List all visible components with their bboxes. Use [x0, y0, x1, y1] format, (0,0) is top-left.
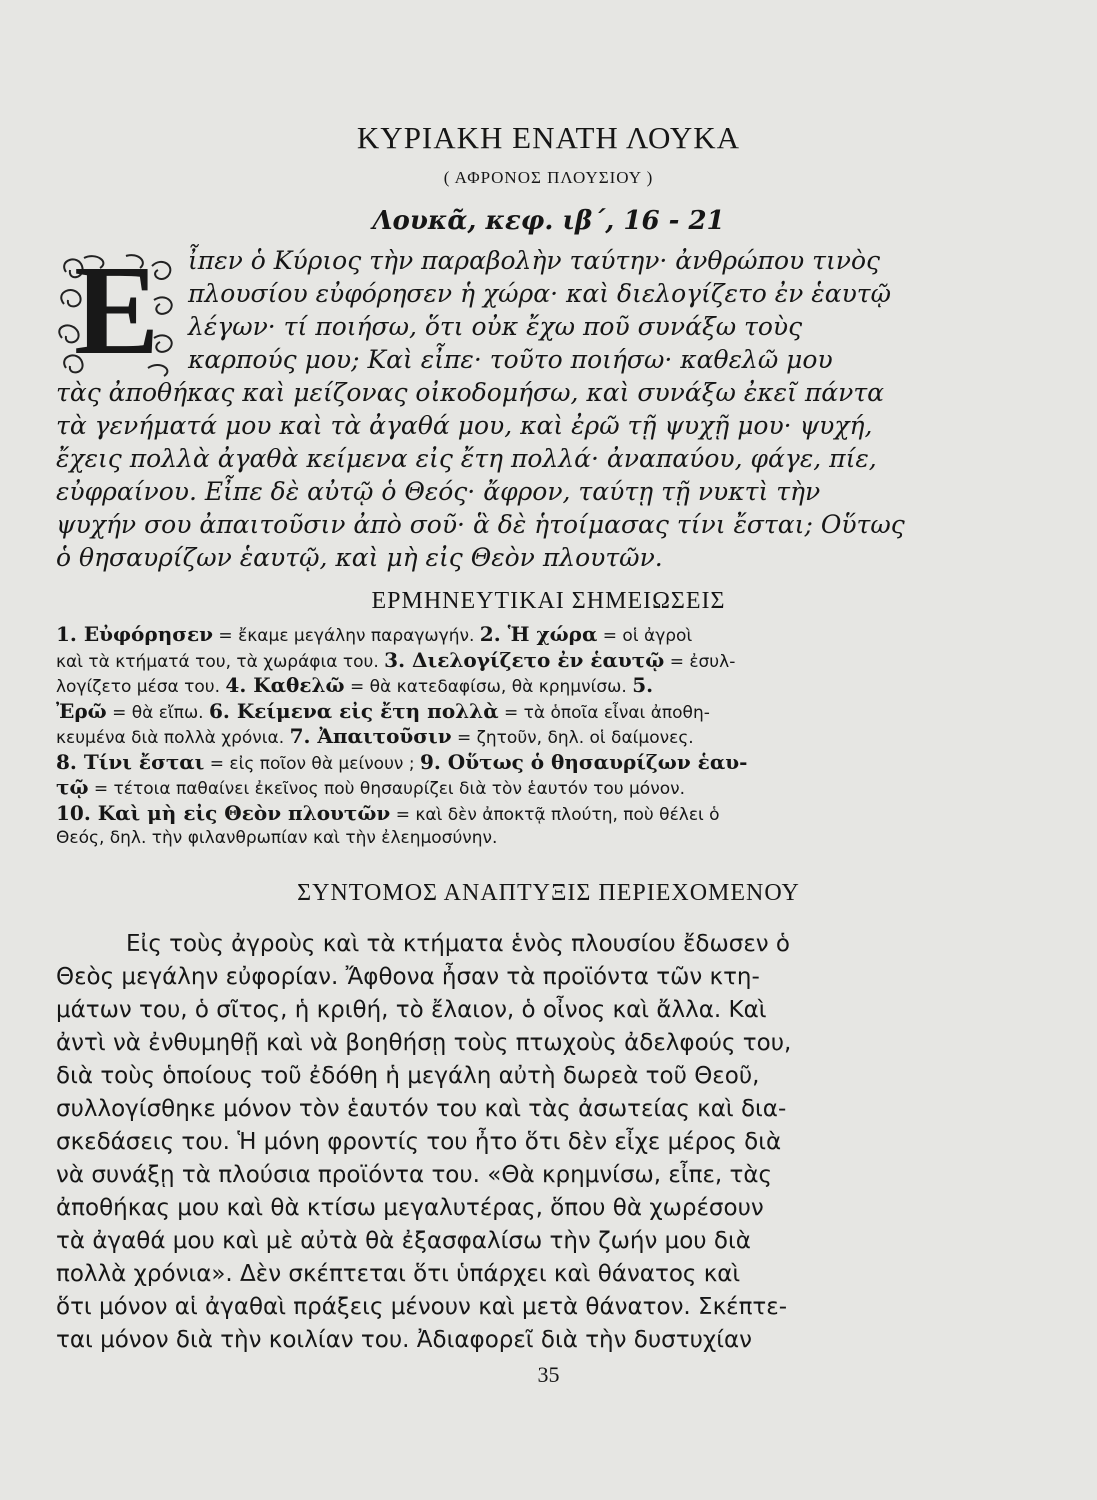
note-text: κευμένα διὰ πολλὰ χρόνια.: [56, 728, 290, 748]
drop-cap-letter: Ε: [74, 239, 160, 381]
note-term: 8. Τίνι ἔσται: [56, 749, 205, 774]
scripture-line: ὁ θησαυρίζων ἑαυτῷ, καὶ μὴ εἰς Θεὸν πλουτῶν.: [56, 543, 663, 572]
summary-line: μάτων του, ὁ σῖτος, ἡ κριθή, τὸ ἔλαιον, ὁ οἶνος καὶ ἄλλα. Καὶ: [56, 997, 767, 1023]
page-title: ΚΥΡΙΑΚΗ ΕΝΑΤΗ ΛΟΥΚΑ: [356, 120, 741, 155]
summary-line: ἀποθήκας μου καὶ θὰ κτίσω μεγαλυτέρας, ὅπου θὰ χωρέσουν: [56, 1195, 764, 1221]
scripture-line: τὰ γενήματά μου καὶ τὰ ἀγαθά μου, καὶ ἐρῶ τῇ ψυχῇ μου· ψυχή,: [56, 411, 873, 440]
note-text: = τὰ ὁποῖα εἶναι ἀποθη-: [498, 702, 710, 723]
note-text: = ἐσυλ-: [664, 651, 736, 672]
note-line: [56, 724, 694, 750]
summary-line: ὅτι μόνον αἱ ἀγαθαὶ πράξεις μένουν καὶ μετὰ θάνατον. Σκέπτε-: [56, 1294, 787, 1320]
notes-heading: ΕΡΜΗΝΕΥΤΙΚΑΙ ΣΗΜΕΙΩΣΕΙΣ: [371, 588, 726, 614]
scripture-line: πλουσίου εὐφόρησεν ἡ χώρα· καὶ διελογίζετο ἐν ἑαυτῷ: [188, 279, 891, 308]
note-text: = τέτοια παθαίνει ἐκεῖνος ποὺ θησαυρίζει διὰ τὸν ἑαυτόν του μόνον.: [88, 779, 686, 799]
scripture-line: ἶπεν ὁ Κύριος τὴν παραβολὴν ταύτην· ἀνθρώπου τινὸς: [188, 246, 881, 275]
summary-line: ἀντὶ νὰ ἐνθυμηθῇ καὶ νὰ βοηθήσῃ τοὺς πτωχοὺς ἀδελφούς του,: [56, 1030, 792, 1056]
note-line: [56, 826, 497, 850]
summary-line: ται μόνον διὰ τὴν κοιλίαν του. Ἀδιαφορεῖ διὰ τὴν δυστυχίαν: [56, 1327, 752, 1353]
note-term: 7. Ἀπαιτοῦσιν: [289, 724, 452, 748]
note-text: καὶ τὰ κτήματά του, τὰ χωράφια του.: [56, 651, 385, 672]
note-term: Ἐρῶ: [56, 698, 107, 723]
scripture-line: καρπούς μου; Καὶ εἶπε· τοῦτο ποιήσω· καθελῶ μου: [188, 345, 833, 374]
note-line: [56, 648, 735, 674]
summary-line: Θεὸς μεγάλην εὐφορίαν. Ἄφθονα ἦσαν τὰ προϊόντα τῶν κτη-: [56, 964, 760, 990]
page-subtitle: ( ΑΦΡΟΝΟΣ ΠΛΟΥΣΙΟΥ ): [443, 168, 654, 187]
note-text: = θὰ κατεδαφίσω, θὰ κρημνίσω.: [344, 677, 633, 697]
summary-line: νὰ συνάξῃ τὰ πλούσια προϊόντα του. «Θὰ κρημνίσω, εἶπε, τὰς: [56, 1162, 773, 1188]
note-term: 1. Εὐφόρησεν: [56, 622, 214, 646]
note-text: Θεός, δηλ. τὴν φιλανθρωπίαν καὶ τὴν ἐλεημοσύνην.: [56, 828, 498, 848]
note-line: [56, 622, 692, 648]
note-line: [56, 801, 720, 827]
note-term: 5.: [632, 673, 654, 697]
note-term: 4. Καθελῶ: [225, 673, 345, 697]
scripture-line: τὰς ἀποθήκας καὶ μείζονας οἰκοδομήσω, καὶ συνάξω ἐκεῖ πάντα: [56, 378, 885, 407]
note-term: 10. Καὶ μὴ εἰς Θεὸν πλουτῶν: [56, 800, 391, 825]
page-number: 35: [537, 1362, 560, 1387]
note-line: [56, 673, 653, 699]
note-text: = θὰ εἴπω.: [106, 702, 209, 723]
note-text: λογίζετο μέσα του.: [56, 677, 226, 697]
note-term: 2. Ἡ χώρα: [479, 622, 598, 646]
summary-line: τὰ ἀγαθά μου καὶ μὲ αὐτὰ θὰ ἐξασφαλίσω τὴν ζωήν μου διὰ: [56, 1228, 751, 1254]
scripture-line: ἔχεις πολλὰ ἀγαθὰ κείμενα εἰς ἔτη πολλά· ἀναπαύου, φάγε, πίε,: [56, 444, 877, 473]
summary-line: σκεδάσεις του. Ἡ μόνη φροντίς του ἦτο ὅτι δὲν εἶχε μέρος διὰ: [56, 1129, 782, 1155]
ornamental-drop-cap: [56, 239, 178, 381]
scripture-line: εὐφραίνου. Εἶπε δὲ αὐτῷ ὁ Θεός· ἄφρον, ταύτῃ τῇ νυκτὶ τὴν: [56, 477, 821, 506]
note-text: = καὶ δὲν ἀποκτᾷ πλούτη, ποὺ θέλει ὁ: [390, 804, 720, 825]
scripture-line: ψυχήν σου ἀπαιτοῦσιν ἀπὸ σοῦ· ἃ δὲ ἡτοίμασας τίνι ἔσται; Οὕτως: [56, 510, 905, 539]
note-term: τῷ: [56, 775, 89, 799]
summary-line: Εἰς τοὺς ἀγροὺς καὶ τὰ κτήματα ἑνὸς πλουσίου ἔδωσεν ὁ: [126, 931, 791, 957]
note-line: [56, 775, 685, 801]
note-term: 9. Οὕτως ὁ θησαυρίζων ἑαυ-: [419, 749, 748, 774]
summary-line: συλλογίσθηκε μόνον τὸν ἑαυτόν του καὶ τὰς ἀσωτείας καὶ δια-: [56, 1096, 787, 1122]
summary-line: πολλὰ χρόνια». Δὲν σκέπτεται ὅτι ὑπάρχει καὶ θάνατος καὶ: [56, 1261, 741, 1287]
note-text: = οἱ ἀγροὶ: [597, 626, 693, 646]
summary-heading: ΣΥΝΤΟΜΟΣ ΑΝΑΠΤΥΞΙΣ ΠΕΡΙΕΧΟΜΕΝΟΥ: [297, 880, 800, 906]
summary-line: διὰ τοὺς ὁποίους τοῦ ἐδόθη ἡ μεγάλη αὐτὴ δωρεὰ τοῦ Θεοῦ,: [56, 1063, 760, 1089]
note-line: [56, 699, 710, 725]
note-text: = εἰς ποῖον θὰ μείνουν ;: [204, 753, 420, 774]
note-term: 3. Διελογίζετο ἐν ἑαυτῷ: [384, 647, 665, 672]
scripture-reference: Λουκᾶ, κεφ. ιβ΄, 16 - 21: [372, 206, 725, 236]
note-line: [56, 750, 747, 776]
scripture-line: λέγων· τί ποιήσω, ὅτι οὐκ ἔχω ποῦ συνάξω τοὺς: [188, 312, 803, 341]
note-term: 6. Κείμενα εἰς ἔτη πολλὰ: [209, 698, 499, 723]
note-text: = ζητοῦν, δηλ. οἱ δαίμονες.: [451, 728, 694, 748]
note-text: = ἔκαμε μεγάλην παραγωγήν.: [213, 626, 480, 646]
